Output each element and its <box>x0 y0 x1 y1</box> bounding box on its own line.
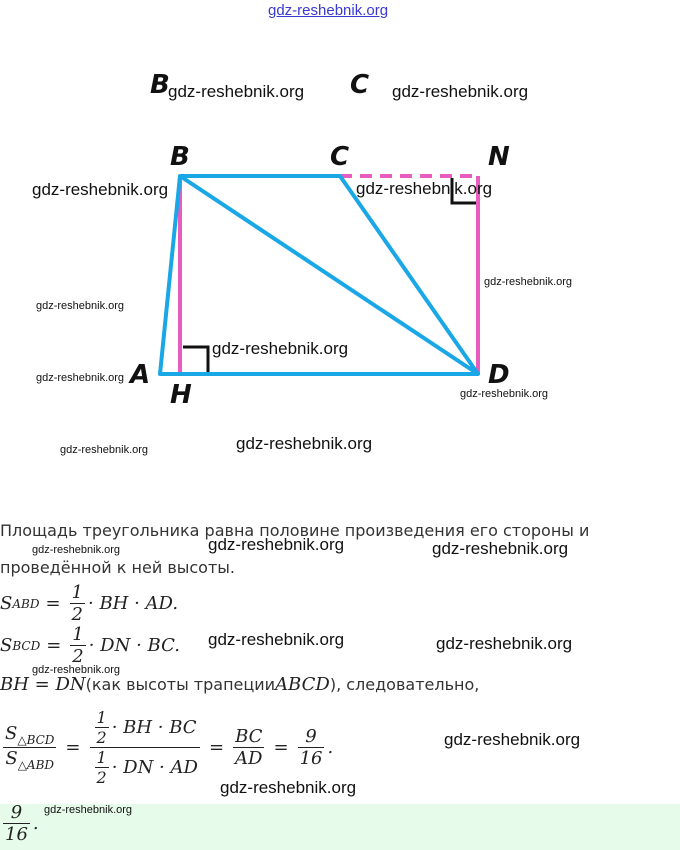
watermark: gdz-reshebnik.org <box>32 180 169 199</box>
vertex-c: C <box>330 142 350 172</box>
watermark: gdz-reshebnik.org <box>208 630 345 649</box>
watermark: gdz-reshebnik.org <box>208 535 345 554</box>
watermark-top: gdz-reshebnik.org <box>268 2 389 19</box>
vertex-b: B <box>170 142 190 172</box>
formula-s-abd: S ABD = $\frac{1}{2}$ · BH · AD. <box>0 582 179 625</box>
watermark: gdz-reshebnik.org <box>36 300 125 312</box>
watermark: gdz-reshebnik.org <box>436 634 573 653</box>
watermark: gdz-reshebnik.org <box>168 82 305 101</box>
watermark: gdz-reshebnik.org <box>444 730 581 749</box>
vertex-a: A <box>130 360 151 390</box>
watermark: gdz-reshebnik.org <box>432 539 569 558</box>
top-label-b: B <box>150 70 170 100</box>
top-label-c: C <box>350 70 370 100</box>
vertex-n: N <box>488 142 510 172</box>
solution-line-2: проведённой к ней высоты. <box>0 558 236 577</box>
formula-ratio: $\frac{S_{\triangle BCD}}{S_{\triangle ABD}}$ = $\frac{1}{2}$ · BH · BC $\frac{1}{2}$ · DN · AD = $\frac{BC}{AD}$ = $\frac{9}{16}$ . <box>5 708 334 787</box>
watermark: gdz-reshebnik.org <box>212 339 349 358</box>
formula-s-bcd: S BCD = $\frac{1}{2}$ · DN · BC. <box>0 624 180 667</box>
solution-line-1: Площадь треугольника равна половине произведения его стороны и <box>0 521 590 540</box>
watermark: gdz-reshebnik.org <box>220 778 357 797</box>
formula-bh-dn: BH = DN (как высоты трапеции ABCD ), следовательно, <box>0 674 480 695</box>
watermark: gdz-reshebnik.org <box>236 434 373 453</box>
vertex-d: D <box>488 360 510 390</box>
watermark: gdz-reshebnik.org <box>392 82 529 101</box>
watermark: gdz-reshebnik.org <box>32 664 121 676</box>
watermark: gdz-reshebnik.org <box>60 444 149 456</box>
watermark: gdz-reshebnik.org <box>356 179 493 198</box>
watermark: gdz-reshebnik.org <box>44 804 133 816</box>
watermark: gdz-reshebnik.org <box>460 388 549 400</box>
watermark: gdz-reshebnik.org <box>32 544 121 556</box>
watermark: gdz-reshebnik.org <box>484 276 573 288</box>
answer-value: $\frac{9}{16}$ . <box>5 802 39 845</box>
right-angle-h <box>183 347 208 372</box>
vertex-h: H <box>170 380 192 410</box>
watermark: gdz-reshebnik.org <box>36 372 125 384</box>
